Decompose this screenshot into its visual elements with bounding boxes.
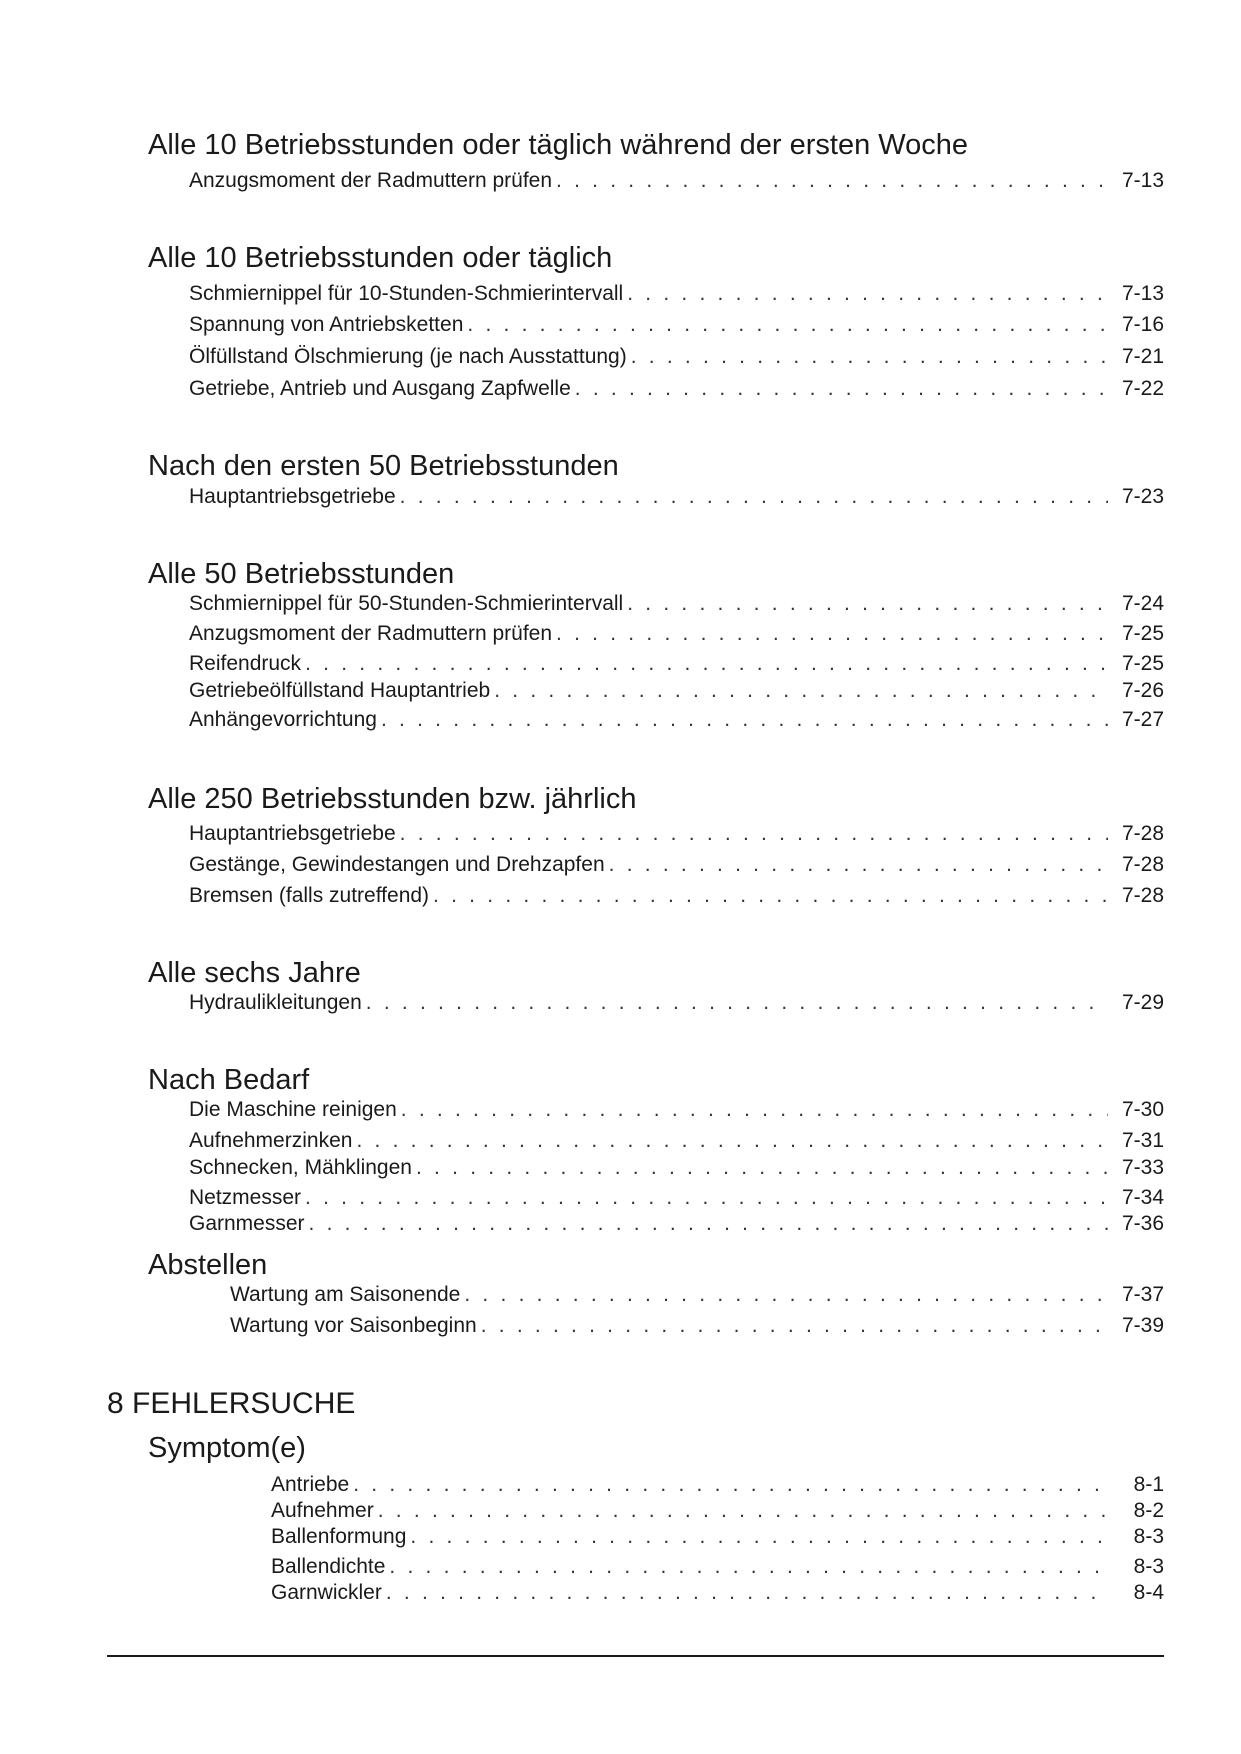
dot-leader [305, 1187, 1108, 1208]
toc-entry-label: Anzugsmoment der Radmuttern prüfen [189, 622, 553, 645]
dot-leader [410, 1526, 1108, 1547]
toc-entry-label: Ballendichte [271, 1555, 386, 1578]
toc-entry[interactable] [189, 623, 1164, 644]
toc-entry[interactable] [189, 486, 1164, 507]
footer-rule [107, 1655, 1164, 1657]
toc-entry-page: 7-31 [1121, 1129, 1164, 1152]
toc-entry-page: 7-26 [1121, 679, 1164, 702]
dot-leader [609, 854, 1108, 875]
toc-entry[interactable] [189, 823, 1164, 844]
dot-leader [309, 1213, 1108, 1234]
toc-entry-label: Antriebe [271, 1473, 350, 1496]
toc-entry[interactable] [230, 1284, 1164, 1305]
dot-leader [386, 1582, 1108, 1603]
section-heading: Alle 10 Betriebsstunden oder täglich [148, 242, 613, 274]
toc-entry[interactable] [271, 1526, 1164, 1547]
toc-entry-page: 7-39 [1121, 1314, 1164, 1337]
toc-entry-page: 7-30 [1121, 1098, 1164, 1121]
toc-entry[interactable] [189, 709, 1164, 730]
toc-entry-page: 7-23 [1121, 485, 1164, 508]
section-heading: Alle 50 Betriebsstunden [148, 558, 455, 590]
toc-entry[interactable] [189, 1213, 1164, 1234]
toc-entry-label: Schmiernippel für 10-Stunden-Schmierintervall [189, 282, 624, 305]
toc-entry-label: Anzugsmoment der Radmuttern prüfen [189, 169, 553, 192]
toc-entry[interactable] [189, 680, 1164, 701]
toc-entry-page: 8-3 [1133, 1525, 1164, 1548]
dot-leader [481, 1315, 1108, 1336]
toc-entry[interactable] [189, 854, 1164, 875]
toc-entry-page: 7-28 [1121, 853, 1164, 876]
toc-entry-label: Bremsen (falls zutreffend) [189, 884, 430, 907]
toc-entry-label: Ölfüllstand Ölschmierung (je nach Ausstattung) [189, 345, 627, 368]
toc-entry-page: 7-25 [1121, 652, 1164, 675]
toc-entry-page: 7-21 [1121, 345, 1164, 368]
dot-leader [631, 346, 1108, 367]
section-heading: Alle 250 Betriebsstunden bzw. jährlich [148, 783, 637, 815]
dot-leader [305, 653, 1108, 674]
toc-entry-label: Gestänge, Gewindestangen und Drehzapfen [189, 853, 605, 876]
toc-entry[interactable] [189, 992, 1164, 1013]
toc-entry-label: Getriebeölfüllstand Hauptantrieb [189, 679, 491, 702]
toc-entry-label: Wartung vor Saisonbeginn [230, 1314, 477, 1337]
toc-entry-label: Getriebe, Antrieb und Ausgang Zapfwelle [189, 377, 571, 400]
toc-entry-label: Garnwickler [271, 1581, 382, 1604]
toc-entry-page: 7-33 [1121, 1156, 1164, 1179]
toc-entry-page: 7-25 [1121, 622, 1164, 645]
toc-entry-page: 7-27 [1121, 708, 1164, 731]
toc-entry-page: 7-13 [1121, 169, 1164, 192]
toc-entry-page: 8-3 [1133, 1555, 1164, 1578]
toc-entry-page: 7-36 [1121, 1212, 1164, 1235]
toc-entry-label: Anhängevorrichtung [189, 708, 377, 731]
dot-leader [467, 314, 1108, 335]
toc-entry-page: 7-28 [1121, 822, 1164, 845]
toc-entry[interactable] [189, 885, 1164, 906]
toc-entry-page: 7-37 [1121, 1283, 1164, 1306]
toc-entry-label: Aufnehmerzinken [189, 1129, 353, 1152]
toc-entry-page: 7-16 [1121, 313, 1164, 336]
toc-entry-label: Aufnehmer [271, 1499, 374, 1522]
section-heading: Nach den ersten 50 Betriebsstunden [148, 450, 619, 482]
toc-entry[interactable] [189, 283, 1164, 304]
dot-leader [389, 1556, 1108, 1577]
section-heading: Alle sechs Jahre [148, 957, 361, 989]
toc-entry-label: Schmiernippel für 50-Stunden-Schmierintervall [189, 592, 624, 615]
toc-entry-label: Netzmesser [189, 1186, 302, 1209]
toc-entry-label: Hydraulikleitungen [189, 991, 362, 1014]
toc-entry-label: Schnecken, Mähklingen [189, 1156, 412, 1179]
dot-leader [400, 486, 1108, 507]
toc-entry[interactable] [189, 378, 1164, 399]
dot-leader [556, 623, 1108, 644]
toc-entry-page: 7-22 [1121, 377, 1164, 400]
toc-entry-page: 8-2 [1133, 1499, 1164, 1522]
section-heading: Abstellen [148, 1249, 268, 1281]
dot-leader [400, 823, 1108, 844]
dot-leader [401, 1099, 1108, 1120]
dot-leader [378, 1500, 1108, 1521]
toc-entry-label: Garnmesser [189, 1212, 305, 1235]
section-heading: Nach Bedarf [148, 1064, 310, 1096]
toc-entry[interactable] [189, 1099, 1164, 1120]
dot-leader [627, 283, 1108, 304]
dot-leader [464, 1284, 1108, 1305]
chapter-title: 8 FEHLERSUCHE [107, 1387, 356, 1420]
dot-leader [575, 378, 1108, 399]
toc-entry-label: Ballenformung [271, 1525, 407, 1548]
toc-entry[interactable] [189, 1187, 1164, 1208]
toc-entry[interactable] [189, 653, 1164, 674]
toc-entry-label: Hauptantriebsgetriebe [189, 822, 396, 845]
toc-entry[interactable] [189, 1157, 1164, 1178]
toc-entry[interactable] [189, 346, 1164, 367]
toc-entry-label: Spannung von Antriebsketten [189, 313, 464, 336]
toc-entry-page: 7-28 [1121, 884, 1164, 907]
toc-entry-page: 7-34 [1121, 1186, 1164, 1209]
toc-entry[interactable] [189, 170, 1164, 191]
dot-leader [381, 709, 1108, 730]
dot-leader [433, 885, 1108, 906]
toc-entry[interactable] [189, 1130, 1164, 1151]
toc-entry-page: 7-29 [1121, 991, 1164, 1014]
section-heading: Alle 10 Betriebsstunden oder täglich während der ersten Woche [148, 129, 969, 161]
toc-entry-label: Die Maschine reinigen [189, 1098, 397, 1121]
toc-entry[interactable] [271, 1474, 1164, 1495]
toc-entry-label: Wartung am Saisonende [230, 1283, 461, 1306]
dot-leader [556, 170, 1108, 191]
toc-entry-page: 7-13 [1121, 282, 1164, 305]
toc-entry[interactable] [271, 1582, 1164, 1603]
dot-leader [366, 992, 1108, 1013]
toc-entry-page: 7-24 [1121, 592, 1164, 615]
section-heading: Symptom(e) [148, 1432, 306, 1464]
toc-entry[interactable] [271, 1500, 1164, 1521]
toc-entry-page: 8-4 [1133, 1581, 1164, 1604]
dot-leader [416, 1157, 1108, 1178]
dot-leader [356, 1130, 1108, 1151]
toc-entry[interactable] [230, 1315, 1164, 1336]
toc-entry-label: Hauptantriebsgetriebe [189, 485, 396, 508]
dot-leader [627, 593, 1108, 614]
toc-entry[interactable] [271, 1556, 1164, 1577]
toc-entry-page: 8-1 [1133, 1473, 1164, 1496]
dot-leader [353, 1474, 1108, 1495]
dot-leader [494, 680, 1108, 701]
toc-entry[interactable] [189, 314, 1164, 335]
toc-entry-label: Reifendruck [189, 652, 302, 675]
toc-entry[interactable] [189, 593, 1164, 614]
